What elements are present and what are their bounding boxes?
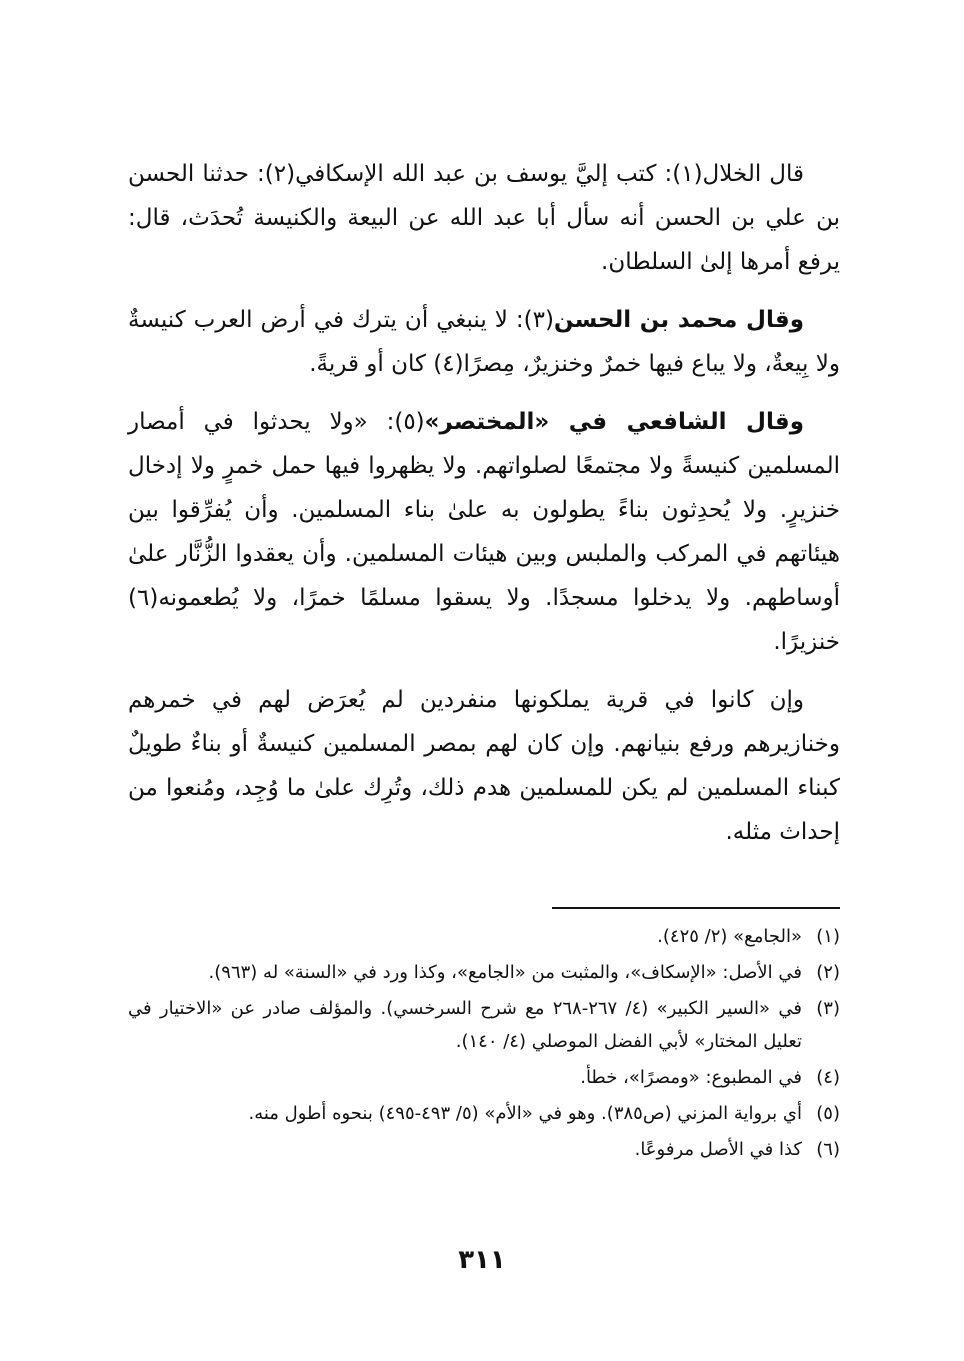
footnote-6: [128, 1133, 840, 1166]
paragraph-text: (٥): «ولا يحدثوا في أمصار المسلمين كنيسةً ولا مجتمعًا لصلواتهم. ولا يظهروا فيها حمل خمرٍ ولا إدخال خنزيرٍ. ولا يُحدِثون بناءً يطولون به علىٰ بناء المسلمين. وأن يُفرِّقوا بين هيئاتهم في المركب والملبس وبين هيئات المسلمين. وأن يعقدوا الزُّنَّار علىٰ أوساطهم. ولا يدخلوا مسجدًا. ولا يسقوا مسلمًا خمرًا، ولا يُطعمونه(٦) خنزيرًا.: [128, 409, 840, 655]
footnote-4: [128, 1061, 840, 1094]
footnote-text: كذا في الأصل مرفوعًا.: [634, 1139, 802, 1160]
footnote-1: [128, 920, 840, 953]
footnote-3: [128, 992, 840, 1058]
footnote-text: في «السير الكبير» (٤/ ٢٦٧-٢٦٨ مع شرح السرخسي). والمؤلف صادر عن «الاختيار في تعليل المختار» لأبي الفضل الموصلي (٤/ ١٤٠).: [128, 998, 802, 1052]
paragraph-2: [128, 298, 840, 386]
footnote-divider: [552, 907, 840, 909]
footnote-number: (٣): [816, 998, 840, 1019]
paragraph-text: قال الخلال(١): كتب إليَّ يوسف بن عبد الله الإسكافي(٢): حدثنا الحسن بن علي بن الحسن أنه سأل أبا عبد الله عن البيعة والكنيسة تُحدَث، قال: يرفع أمرها إلىٰ السلطان.: [128, 161, 840, 275]
page-number: ٣١١: [458, 1245, 506, 1275]
footnote-number: (٦): [816, 1139, 840, 1160]
footnote-number: (٥): [816, 1103, 840, 1124]
paragraph-text: وإن كانوا في قرية يملكونها منفردين لم يُعرَض لهم في خمرهم وخنازيرهم ورفع بنيانهم. وإن كان لهم بمصر المسلمين كنيسةٌ أو بناءٌ طويلٌ كبناء المسلمين لم يكن للمسلمين هدم ذلك، وتُرِك علىٰ ما وُجِد، ومُنعوا من إحداث مثله.: [128, 687, 840, 845]
footnote-text: أي برواية المزني (ص٣٨٥). وهو في «الأم» (٥/ ٤٩٣-٤٩٥) بنحوه أطول منه.: [248, 1103, 802, 1124]
footnotes: [128, 920, 840, 1169]
paragraph-lead: وقال محمد بن الحسن: [553, 307, 804, 333]
footnote-number: (٤): [816, 1067, 840, 1088]
footnote-5: [128, 1097, 840, 1130]
paragraph-1: [128, 152, 840, 284]
footnote-text: «الجامع» (٢/ ٤٢٥).: [657, 926, 802, 947]
main-text: [128, 152, 840, 868]
paragraph-text: (٣): لا ينبغي أن يترك في أرض العرب كنيسةٌ ولا بِيعةٌ، ولا يباع فيها خمرٌ وخنزيرٌ، مِصرًا(٤) كان أو قريةً.: [128, 307, 840, 377]
paragraph-3: [128, 400, 840, 664]
paragraph-lead: وقال الشافعي في «المختصر»: [424, 409, 805, 435]
paragraph-4: [128, 678, 840, 854]
footnote-text: في المطبوع: «ومصرًا»، خطأ.: [580, 1067, 802, 1088]
footnote-number: (١): [816, 926, 840, 947]
footnote-2: [128, 956, 840, 989]
footnote-text: في الأصل: «الإسكاف»، والمثبت من «الجامع»، وكذا ورد في «السنة» له (٩٦٣).: [208, 962, 802, 983]
footnote-number: (٢): [816, 962, 840, 983]
